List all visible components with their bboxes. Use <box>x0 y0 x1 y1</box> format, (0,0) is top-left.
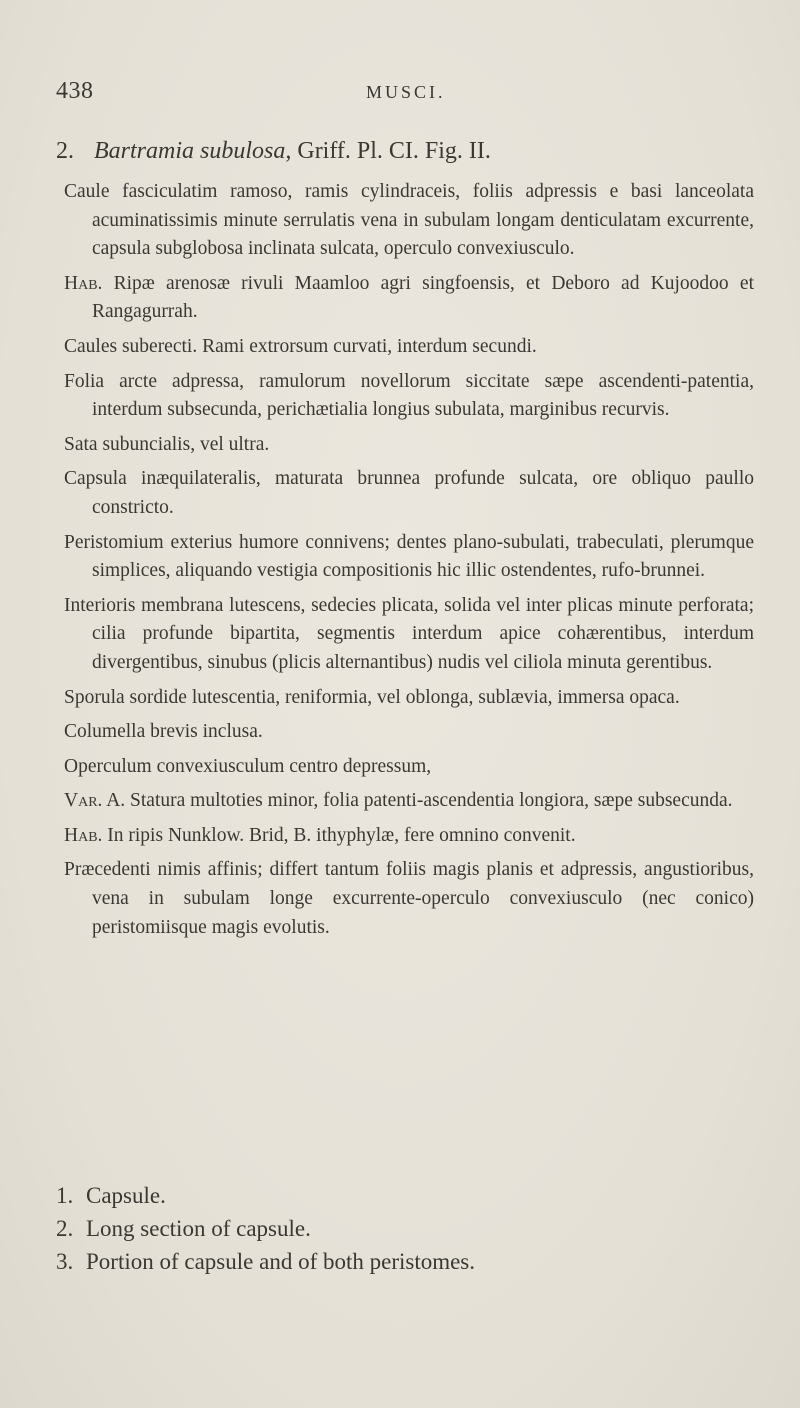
paragraph-diagnosis: Caule fasciculatim ramoso, ramis cylindraceis, foliis adpressis e basi lanceolata acuminatissimis minute serrulatis vena in subulam longam denticulatam excurrente, capsula subglobosa inclinata sulcata, operculo convexiusculo. <box>64 181 754 260</box>
figure-number: 2. <box>56 1216 74 1241</box>
paragraph-peristomium: Peristomium exterius humore connivens; dentes plano-subulati, trabeculati, plerumque simplices, aliquando vestigia compositionis hic illic ostendentes, rufo-brunnei. <box>64 531 754 582</box>
paragraph-variety: Var. A. Statura multoties minor, folia patenti-ascendentia longiora, sæpe subsecunda. <box>64 790 733 812</box>
running-head <box>56 78 744 108</box>
figure-legend <box>56 1179 756 1278</box>
page-number: 438 <box>56 78 94 104</box>
species-number: 2. <box>56 138 74 164</box>
paragraph-columella: Columella brevis inclusa. <box>64 721 263 743</box>
paragraph-capsula: Capsula inæquilateralis, maturata brunnea profunde sulcata, ore obliquo paullo constricto. <box>64 468 754 518</box>
description-body <box>64 178 754 942</box>
figure-caption: Portion of capsule and of both peristomes. <box>86 1249 476 1274</box>
figure-item <box>56 1212 756 1245</box>
paragraph-sata: Sata subuncialis, vel ultra. <box>64 433 270 455</box>
figure-caption: Long section of capsule. <box>86 1216 311 1241</box>
paragraph-remarks: Præcedenti nimis affinis; differt tantum foliis magis planis et adpressis, angustioribus, vena in subulam longe excurrente-operculo convexiusculo (nec conico) peristomiisque magis evolutis. <box>64 859 754 938</box>
figure-item <box>56 1179 756 1212</box>
paragraph-sporula: Sporula sordide lutescentia, reniformia, vel oblonga, sublævia, immersa opaca. <box>64 686 680 708</box>
paragraph-interioris: Interioris membrana lutescens, sedecies plicata, solida vel inter plicas minute perforata; cilia profunde bipartita, segmentis interdum apice cohærentibus, interdum divergentibus, sinubus (plicis alternantibus) nudis vel ciliola minuta gerentibus. <box>64 594 754 673</box>
paragraph-operculum: Operculum convexiusculum centro depressum, <box>64 755 432 777</box>
paragraph-caules: Caules suberecti. Rami extrorsum curvati, interdum secundi. <box>64 335 537 357</box>
figure-number: 3. <box>56 1249 74 1274</box>
species-name: Bartramia subulosa, <box>94 138 292 164</box>
figure-item <box>56 1245 756 1278</box>
running-title: MUSCI. <box>366 82 446 102</box>
species-citation: Griff. Pl. CI. Fig. II. <box>297 138 491 164</box>
figure-caption: Capsule. <box>86 1183 166 1208</box>
figure-number: 1. <box>56 1183 74 1208</box>
paragraph-habitat-variety: Hab. In ripis Nunklow. Brid, B. ithyphylæ, fere omnino convenit. <box>64 824 576 846</box>
paragraph-habitat: Hab. Ripæ arenosæ rivuli Maamloo agri singfoensis, et Deboro ad Kujoodoo et Rangagurrah. <box>64 272 754 323</box>
species-heading <box>56 138 491 165</box>
paragraph-folia: Folia arcte adpressa, ramulorum novellorum siccitate sæpe ascendenti-patentia, interdum subsecunda, perichætialia longius subulata, marginibus recurvis. <box>64 370 754 421</box>
